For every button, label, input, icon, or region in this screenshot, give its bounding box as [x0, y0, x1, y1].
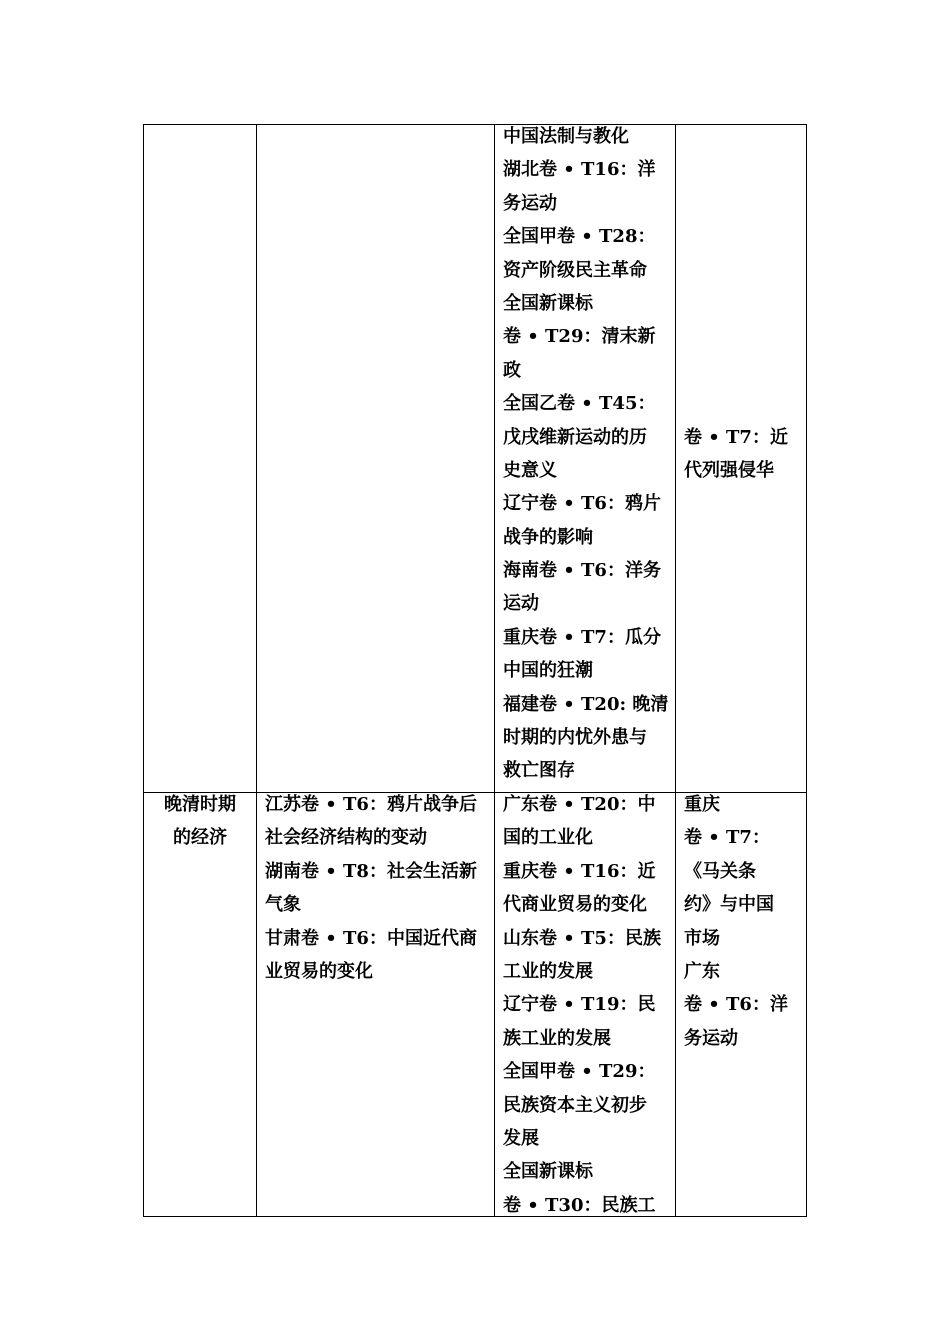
- cell-text-line: 约》与中国: [684, 894, 774, 916]
- cell-text-line: 重庆卷 • T16：近: [503, 860, 656, 882]
- column-divider: [256, 125, 257, 1216]
- cell-text-line: 全国新课标: [503, 292, 593, 314]
- row1-col4-cell: [684, 421, 788, 488]
- cell-text-line: 发展: [503, 1127, 539, 1149]
- row2-topic-cell: [144, 788, 256, 855]
- cell-text-line: 政: [503, 359, 521, 381]
- cell-text-line: 史意义: [503, 459, 557, 481]
- cell-text-line: 重庆卷 • T7：瓜分: [503, 626, 661, 648]
- row2-col2-cell: [265, 788, 477, 988]
- cell-text-line: 时期的内忧外患与: [503, 727, 647, 749]
- cell-text-line: 全国新课标: [503, 1161, 593, 1183]
- cell-text-line: 重庆: [684, 794, 720, 815]
- cell-text-line: 社会经济结构的变动: [265, 827, 427, 849]
- cell-text-line: 务运动: [503, 192, 557, 214]
- cell-text-line: 中国的狂潮: [503, 660, 593, 682]
- cell-text-line: 戊戌维新运动的历: [503, 426, 647, 448]
- cell-text-line: 晚清时期: [164, 794, 236, 815]
- cell-text-line: 辽宁卷 • T6：鸦片: [503, 493, 661, 515]
- cell-text-line: 海南卷 • T6：洋务: [503, 560, 661, 582]
- cell-text-line: 卷 • T29：清末新: [503, 326, 656, 348]
- cell-text-line: 业贸易的变化: [265, 960, 373, 982]
- cell-text-line: 湖南卷 • T8：社会生活新: [265, 860, 477, 882]
- row2-col4-cell: [684, 788, 788, 1055]
- column-divider: [494, 125, 495, 1216]
- cell-text-line: 福建卷 • T20: 晚清: [503, 693, 669, 715]
- cell-text-line: 卷 • T6：洋: [684, 994, 788, 1016]
- cell-text-line: 工业的发展: [503, 960, 593, 982]
- cell-text-line: 代列强侵华: [684, 460, 774, 482]
- cell-text-line: 广东: [684, 960, 720, 982]
- cell-text-line: 代商业贸易的变化: [503, 894, 647, 916]
- cell-text-line: 卷 • T7：近: [684, 427, 788, 448]
- row2-col3-cell: [503, 788, 661, 1222]
- cell-text-line: 全国乙卷 • T45：: [503, 393, 656, 415]
- cell-text-line: 战争的影响: [503, 526, 593, 548]
- cell-text-line: 江苏卷 • T6：鸦片战争后: [265, 794, 477, 815]
- cell-text-line: 运动: [503, 593, 539, 615]
- cell-text-line: 国的工业化: [503, 827, 593, 849]
- cell-text-line: 气象: [265, 894, 301, 916]
- cell-text-line: 族工业的发展: [503, 1027, 611, 1049]
- cell-text-line: 救亡图存: [503, 760, 575, 782]
- history-exam-table: [143, 124, 807, 1217]
- cell-text-line: 民族资本主义初步: [503, 1094, 647, 1116]
- cell-text-line: 辽宁卷 • T19：民: [503, 994, 656, 1016]
- cell-text-line: 市场: [684, 927, 720, 949]
- cell-text-line: 中国法制与教化: [503, 126, 629, 147]
- cell-text-line: 资产阶级民主革命: [503, 259, 647, 281]
- cell-text-line: 卷 • T7：: [684, 827, 770, 849]
- cell-text-line: 湖北卷 • T16：洋: [503, 159, 656, 181]
- cell-text-line: 广东卷 • T20：中: [503, 794, 656, 815]
- cell-text-line: 全国甲卷 • T28：: [503, 226, 656, 248]
- row1-col3-cell: [503, 120, 668, 788]
- column-divider: [675, 125, 676, 1216]
- cell-text-line: 《马关条: [684, 860, 756, 882]
- cell-text-line: 全国甲卷 • T29：: [503, 1061, 656, 1083]
- cell-text-line: 务运动: [684, 1027, 738, 1049]
- cell-text-line: 山东卷 • T5：民族: [503, 927, 661, 949]
- cell-text-line: 卷 • T30：民族工: [503, 1194, 656, 1216]
- cell-text-line: 甘肃卷 • T6：中国近代商: [265, 927, 477, 949]
- cell-text-line: 的经济: [173, 827, 227, 849]
